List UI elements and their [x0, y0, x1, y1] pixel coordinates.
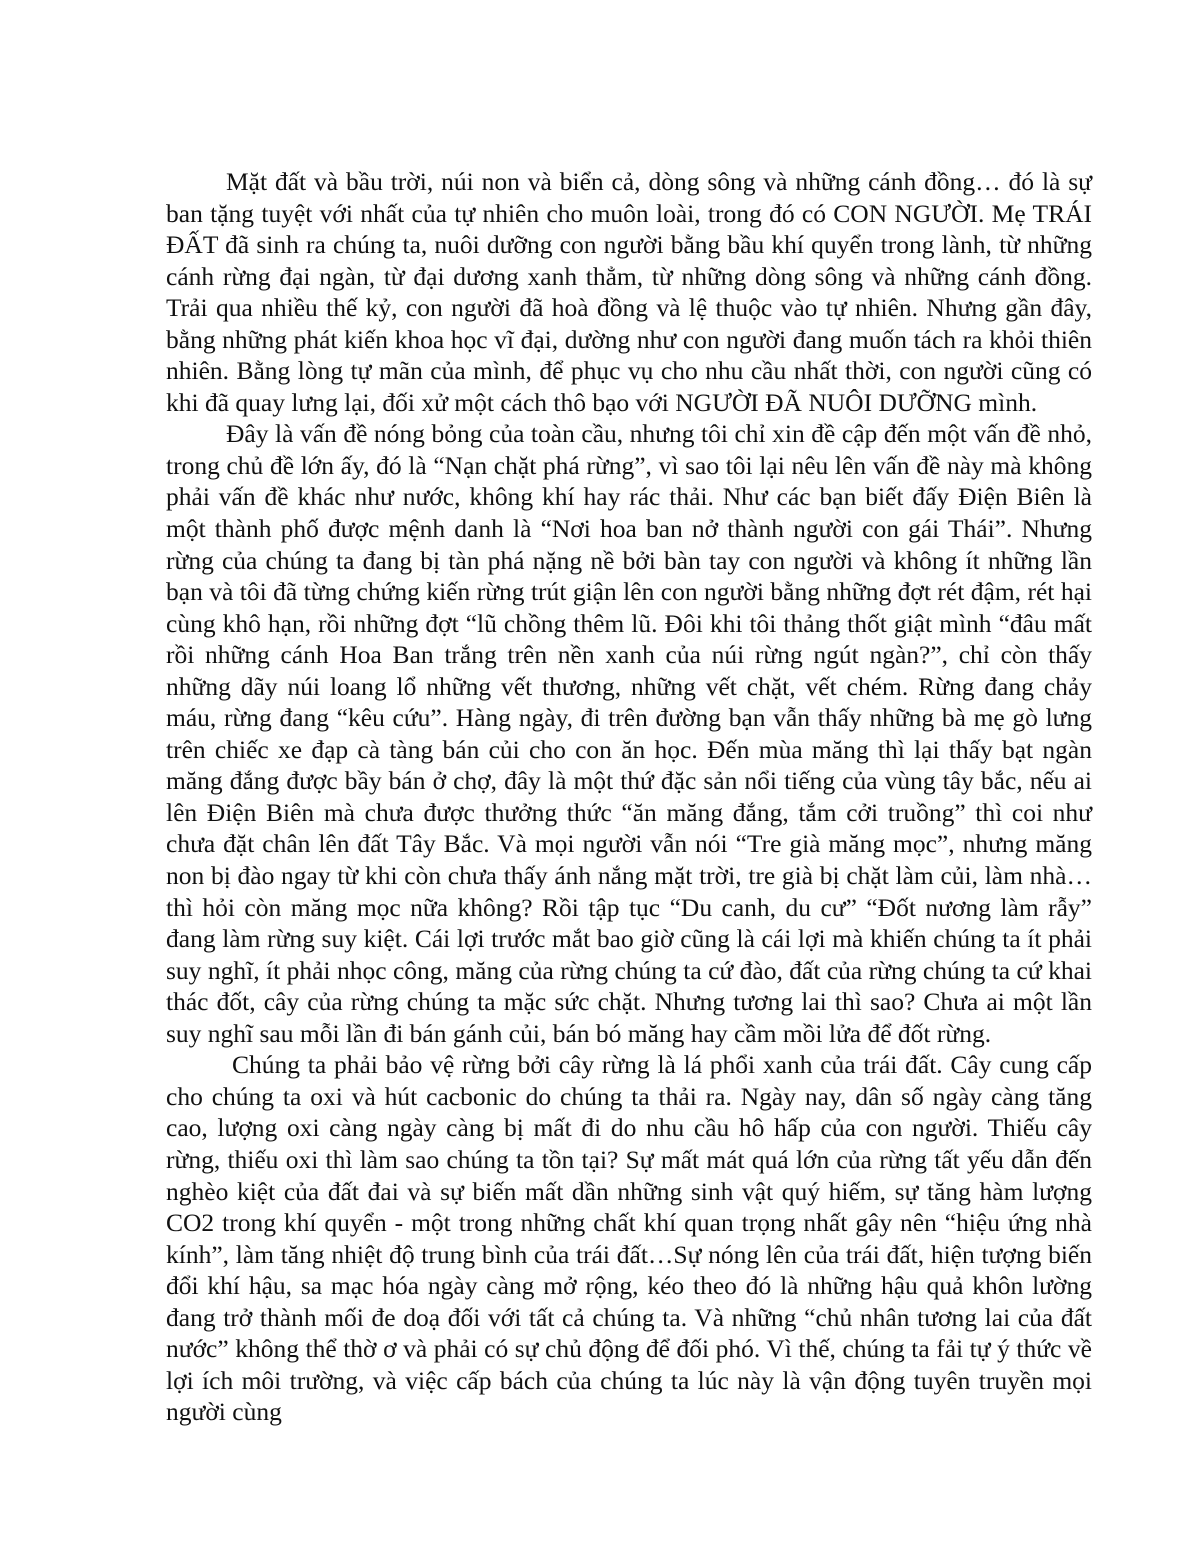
paragraph-1: Mặt đất và bầu trời, núi non và biển cả, dòng sông và những cánh đồng… đó là sự ban tặng tuyệt với nhất của tự nhiên cho muôn loài, trong đó có CON NGƯỜI. Mẹ TRÁI ĐẤT đã sinh ra chúng ta, nuôi dưỡng con người bằng bầu khí quyển trong lành, từ những cánh rừng đại ngàn, từ đại dương xanh thẳm, từ những dòng sông và những cánh đồng. Trải qua nhiều thế kỷ, con người đã hoà đồng và lệ thuộc vào tự nhiên. Nhưng gần đây, bằng những phát kiến khoa học vĩ đại, dường như con người đang muốn tách ra khỏi thiên nhiên. Bằng lòng tự mãn của mình, để phục vụ cho nhu cầu nhất thời, con người cũng có khi đã quay lưng lại, đối xử một cách thô bạo với NGƯỜI ĐÃ NUÔI DƯỠNG mình. — [166, 167, 1092, 417]
paragraph-2: Đây là vấn đề nóng bỏng của toàn cầu, nhưng tôi chỉ xin đề cập đến một vấn đề nhỏ, trong chủ đề lớn ấy, đó là “Nạn chặt phá rừng”, vì sao tôi lại nêu lên vấn đề này mà không phải vấn đề khác như nước, không khí hay rác thải. Như các bạn biết đấy Điện Biên là một thành phố được mệnh danh là “Nơi hoa ban nở thành người con gái Thái”. Nhưng rừng của chúng ta đang bị tàn phá nặng nề bởi bàn tay con người và không ít những lần bạn và tôi đã từng chứng kiến rừng trút giận lên con người bằng những đợt rét đậm, rét hại cùng khô hạn, rồi những đợt “lũ chồng thêm lũ. Đôi khi tôi thảng thốt giật mình “đâu mất rồi những cánh Hoa Ban trắng trên nền xanh của núi rừng ngút ngàn?”, chỉ còn thấy những dãy núi loang lổ những vết thương, những vết chặt, vết chém. Rừng đang chảy máu, rừng đang “kêu cứu”. Hàng ngày, đi trên đường bạn vẫn thấy những bà mẹ gò lưng trên chiếc xe đạp cà tàng bán củi cho con ăn học. Đến mùa măng thì lại thấy bạt ngàn măng đắng được bầy bán ở chợ, đây là một thứ đặc sản nổi tiếng của vùng tây bắc, nếu ai lên Điện Biên mà chưa được thưởng thức “ăn măng đắng, tắm cởi truồng” thì coi như chưa đặt chân lên đất Tây Bắc. Và mọi người vẫn nói “Tre già măng mọc”, nhưng măng non bị đào ngay từ khi còn chưa thấy ánh nắng mặt trời, tre già bị chặt làm củi, làm nhà…thì hỏi còn măng mọc nữa không? Rồi tập tục “Du canh, du cư” “Đốt nương làm rẫy” đang làm rừng suy kiệt. Cái lợi trước mắt bao giờ cũng là cái lợi mà khiến chúng ta ít phải suy nghĩ, ít phải nhọc công, măng của rừng chúng ta cứ đào, đất của rừng chúng ta cứ khai thác đốt, cây của rừng chúng ta mặc sức chặt. Nhưng tương lai thì sao? Chưa ai một lần suy nghĩ sau mỗi lần đi bán gánh củi, bán bó măng hay cầm mồi lửa để đốt rừng. — [166, 419, 1092, 1048]
document-body — [166, 166, 1092, 1428]
paragraph-3: Chúng ta phải bảo vệ rừng bởi cây rừng là lá phổi xanh của trái đất. Cây cung cấp cho chúng ta oxi và hút cacbonic do chúng ta thải ra. Ngày nay, dân số ngày càng tăng cao, lượng oxi càng ngày càng bị mất đi do nhu cầu hô hấp của con người. Thiếu cây rừng, thiếu oxi thì làm sao chúng ta tồn tại? Sự mất mát quá lớn của rừng tất yếu dẫn đến nghèo kiệt của đất đai và sự biến mất dần những sinh vật quý hiếm, sự tăng hàm lượng CO2 trong khí quyển - một trong những chất khí quan trọng nhất gây nên “hiệu ứng nhà kính”, làm tăng nhiệt độ trung bình của trái đất…Sự nóng lên của trái đất, hiện tượng biến đổi khí hậu, sa mạc hóa ngày càng mở rộng, kéo theo đó là những hậu quả khôn lường đang trở thành mối đe doạ đối với tất cả chúng ta. Và những “chủ nhân tương lai của đất nước” không thể thờ ơ và phải có sự chủ động để đối phó. Vì thế, chúng ta fải tự ý thức về lợi ích môi trường, và việc cấp bách của chúng ta lúc này là vận động tuyên truyền mọi người cùng — [166, 1050, 1092, 1427]
